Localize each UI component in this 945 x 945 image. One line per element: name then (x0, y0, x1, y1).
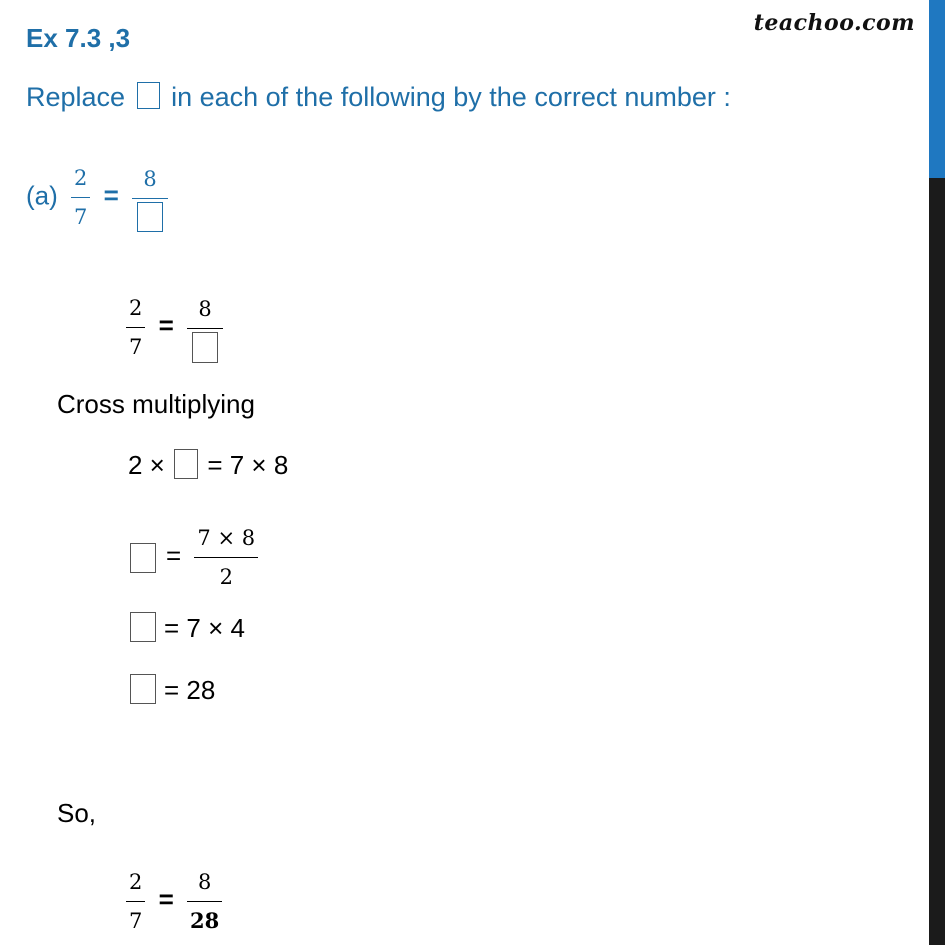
step-4 (130, 612, 245, 645)
fraction-bar (126, 901, 145, 902)
step-2 (128, 449, 288, 482)
part-a-label: (a) (26, 180, 58, 211)
step-3 (130, 522, 258, 593)
final-equals: = (158, 884, 174, 915)
fraction-bar (71, 197, 90, 198)
part-a-fraction-right (132, 163, 168, 232)
step3-denominator: 2 (219, 565, 233, 589)
blank-box-icon (130, 543, 156, 573)
step2-left: 2 × (128, 450, 165, 480)
so-label: So, (57, 798, 97, 828)
part-a-fraction-left (71, 162, 90, 233)
step-5 (130, 674, 215, 707)
fraction-bar (187, 328, 223, 329)
fraction-bar (194, 557, 258, 558)
part-a-left-numerator: 2 (74, 166, 88, 190)
final-answer (126, 866, 222, 937)
final-left-numerator: 2 (129, 870, 143, 894)
fraction-bar (187, 901, 222, 902)
question-suffix: in each of the following by the correct number : (171, 82, 731, 112)
brand-logo-text: teachoo.com (753, 10, 915, 36)
fraction-bar (132, 198, 168, 199)
blank-box-icon (137, 202, 163, 232)
blank-box-icon (192, 332, 218, 363)
final-fraction-right (187, 866, 222, 937)
fraction-bar (126, 327, 145, 328)
part-a-statement (26, 162, 168, 233)
scrollbar-thumb[interactable] (929, 0, 945, 178)
step-1 (126, 292, 223, 363)
part-a-right-numerator: 8 (143, 167, 157, 191)
step1-fraction-left (126, 292, 145, 363)
step1-left-denominator: 7 (129, 335, 143, 359)
step5-rest: = 28 (164, 675, 216, 705)
blank-box-icon (137, 82, 160, 109)
step3-numerator: 7 × 8 (197, 526, 256, 550)
final-right-denominator: 28 (190, 908, 220, 933)
step1-fraction-right (187, 293, 223, 363)
final-left-denominator: 7 (129, 909, 143, 933)
blank-box-icon (130, 612, 156, 642)
step1-equals: = (158, 310, 174, 341)
question-prefix: Replace (26, 82, 126, 112)
step3-equals: = (166, 540, 182, 571)
exercise-title: Ex 7.3 ,3 (26, 23, 131, 53)
part-a-equals: = (103, 180, 119, 211)
final-fraction-left (126, 866, 145, 937)
step4-rest: = 7 × 4 (164, 613, 245, 643)
step1-left-numerator: 2 (129, 296, 143, 320)
blank-box-icon (174, 449, 198, 479)
step3-fraction (194, 522, 258, 593)
final-right-numerator: 8 (197, 870, 212, 894)
question-text (26, 80, 731, 114)
part-a-left-denominator: 7 (74, 205, 88, 229)
blank-box-icon (130, 674, 156, 704)
step1-right-numerator: 8 (198, 296, 212, 321)
step2-right: = 7 × 8 (207, 450, 289, 480)
cross-multiplying-label: Cross multiplying (57, 389, 255, 419)
